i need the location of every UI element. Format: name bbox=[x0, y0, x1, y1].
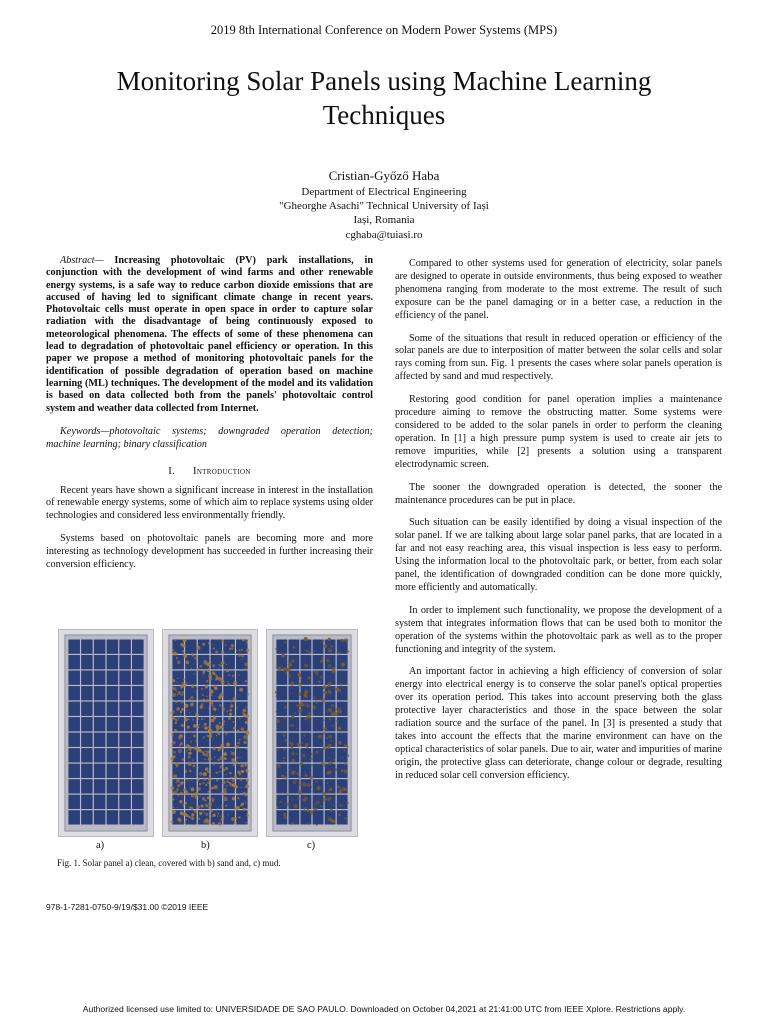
body-paragraph: Restoring good condition for panel operation implies a maintenance procedure aiming to remove the obstructing matter. Some systems were considered to be added to the solar panels in order to perform the cleaning operation. In [1] a high pressure pump system is used to create air jets to remove impurities, while [2] presents a solution using a transparent electrodynamic screen. bbox=[395, 394, 722, 470]
section-heading bbox=[46, 466, 373, 479]
body-paragraph: Some of the situations that result in reduced operation or efficiency of the solar panels are due to interposition of matter between the solar cells and solar rays coming from sun. Fig. 1 presents the cases where solar panels operation is affected by sand and mud respectively. bbox=[395, 332, 722, 383]
section-title: Introduction bbox=[193, 465, 251, 477]
body-paragraph: In order to implement such functionality, we propose the development of a system that integrates information flows that can be used both to monitor the operation of the systems within the photovoltaic park as well as to the proper functioning and integrity of the system. bbox=[395, 604, 722, 655]
solar-panel-mud-image bbox=[266, 629, 358, 837]
keywords: Keywords—photovoltaic systems; downgraded operation detection; machine learning; binary classification bbox=[46, 425, 373, 450]
solar-panel-clean-image bbox=[58, 629, 154, 837]
body-paragraph: Such situation can be easily identified by doing a visual inspection of the solar panel. If we are talking about large solar panel parks, that are located in a far and not easy reaching area, this visual inspection is less easy to perform. Using the information local to the photovoltaic park, or better, from each solar panel, the identification of downgraded condition can be done more quickly, more efficiently and automatically. bbox=[395, 517, 722, 593]
right-column bbox=[395, 258, 722, 793]
body-paragraph: An important factor in achieving a high efficiency of conversion of solar energy into electrical energy is to conserve the solar panel's optical properties over its operation period. This takes into account preserving both the glass protective layer characteristics and those in the space between the solar radiation source and the surface of the panel. In [3] is presented a study that takes into account the effects that the marine environment can have on the optical characteristics of solar panels. Due to air, water and impurities of marine origin, the protective glass can deteriorate, change colour or degrade, resulting in reduced solar cell conversion efficiency. bbox=[395, 666, 722, 781]
intro-paragraph: Recent years have shown a significant increase in interest in the installation of renewable energy systems, some of which aim to replace systems using older technologies and considered less environmentally friendly. bbox=[46, 484, 373, 522]
solar-panel-sand-image bbox=[162, 629, 258, 837]
conference-header: 2019 8th International Conference on Modern Power Systems (MPS) bbox=[210, 23, 558, 37]
copyright-line: 978-1-7281-0750-9/19/$31.00 ©2019 IEEE bbox=[46, 902, 209, 912]
affiliation-department: Department of Electrical Engineering bbox=[301, 186, 467, 198]
section-number: I. bbox=[168, 465, 176, 477]
left-column bbox=[46, 255, 373, 582]
author-email[interactable]: cghaba@tuiasi.ro bbox=[345, 228, 423, 241]
abstract-label: Abstract— bbox=[60, 255, 104, 266]
license-footer: Authorized licensed use limited to: UNIVERSIDADE DE SAO PAULO. Downloaded on October 04,2021 at 21:41:00 UTC from IEEE Xplore. Restrictions apply. bbox=[82, 1004, 686, 1014]
body-paragraph: Compared to other systems used for generation of electricity, solar panels are designed to operate in outside environments, thus being exposed to weather phenomena ranging from moderate to the most extreme. The result of such exposure can be the panel damaging or in a better case, a reduction in the efficiency of the panel. bbox=[395, 258, 722, 321]
intro-paragraph: Systems based on photovoltaic panels are becoming more and more interesting as technology development has succeeded in further increasing their conversion efficiency. bbox=[46, 533, 373, 571]
body-paragraph: The sooner the downgraded operation is detected, the sooner the maintenance procedures can be put in place. bbox=[395, 481, 722, 506]
subpanel-label-a: a) bbox=[96, 840, 105, 851]
abstract bbox=[46, 255, 373, 415]
subpanel-label-b: b) bbox=[201, 840, 210, 851]
figure-solar-panels bbox=[58, 629, 358, 837]
abstract-text: Increasing photovoltaic (PV) park installations, in conjunction with the development of wind farms and other renewable energy systems, is a safe way to reduce carbon dioxide emissions that are accused of having led to significant climate change in recent years. Photovoltaic cells must operate in open space in order to capture solar radiation with the disadvantage of being continuously exposed to meteorological phenomena. The effects of some of these phenomena can lead to degradation of photovoltaic panel efficiency or operation. In this paper we propose a method of monitoring photovoltaic panels for the identification of possible degradation of operation based on machine learning (ML) techniques. The development of the model and its validation is based on data collected both from the panels' photovoltaic control system and weather data collected from Internet. bbox=[46, 255, 373, 414]
subpanel-label-c: c) bbox=[307, 840, 316, 851]
affiliation-university: "Gheorghe Asachi" Technical University of Iași bbox=[279, 200, 489, 213]
paper-title: Monitoring Solar Panels using Machine Learning Techniques bbox=[116, 66, 652, 130]
author-name: Cristian-Győző Haba bbox=[328, 168, 440, 183]
author-affiliation bbox=[0, 185, 768, 242]
affiliation-location: Iași, Romania bbox=[353, 214, 415, 227]
figure-caption: Fig. 1. Solar panel a) clean, covered with b) sand and, c) mud. bbox=[57, 858, 281, 868]
